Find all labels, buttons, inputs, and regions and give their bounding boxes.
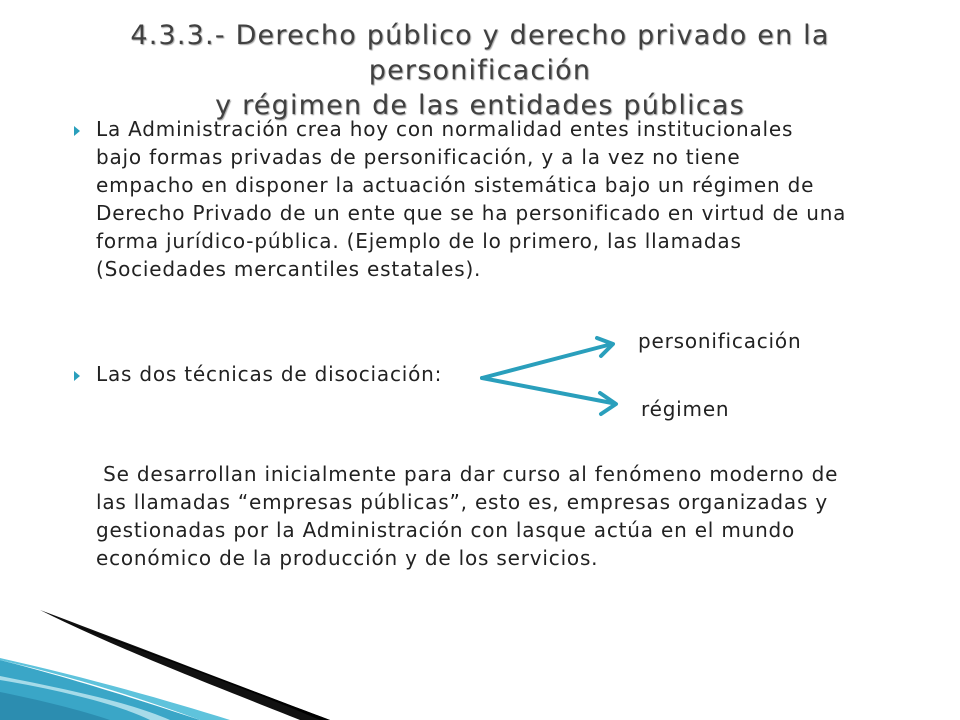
paragraph-line: (Sociedades mercantiles estatales). [96,257,482,281]
branch-label-regimen: régimen [641,397,730,421]
branch-label-personificacion: personificación [638,329,802,353]
bullet-dos-tecnicas: Las dos técnicas de disociación: [96,362,443,386]
slide-title [40,18,920,123]
paragraph-line: bajo formas privadas de personificación, y a la vez no tiene [96,145,741,169]
paragraph-line: Derecho Privado de un ente que se ha personificado en virtud de una [96,201,847,225]
title-line: 4.3.3.- Derecho público y derecho privado en la personificación [130,20,830,86]
paragraph-line: Se desarrollan inicialmente para dar curso al fenómeno moderno de [96,462,839,486]
paragraph-empresas-publicas [96,460,838,572]
arrow-upper [482,345,608,378]
paragraph-line: forma jurídico-pública. (Ejemplo de lo primero, las llamadas [96,229,742,253]
paragraph-line: La Administración crea hoy con normalidad entes institucionales [96,117,794,141]
arrow-lower [482,378,612,403]
title-line: y régimen de las entidades públicas [215,90,745,121]
paragraph-administracion [96,115,846,283]
paragraph-line: gestionadas por la Administración con lasque actúa en el mundo [96,518,796,542]
bullet-arrow-icon [74,371,80,381]
paragraph-line: las llamadas “empresas públicas”, esto es, empresas organizadas y [96,490,828,514]
bullet-arrow-icon [74,126,80,136]
paragraph-line: empacho en disponer la actuación sistemática bajo un régimen de [96,173,815,197]
paragraph-line: económico de la producción y de los servicios. [96,546,599,570]
